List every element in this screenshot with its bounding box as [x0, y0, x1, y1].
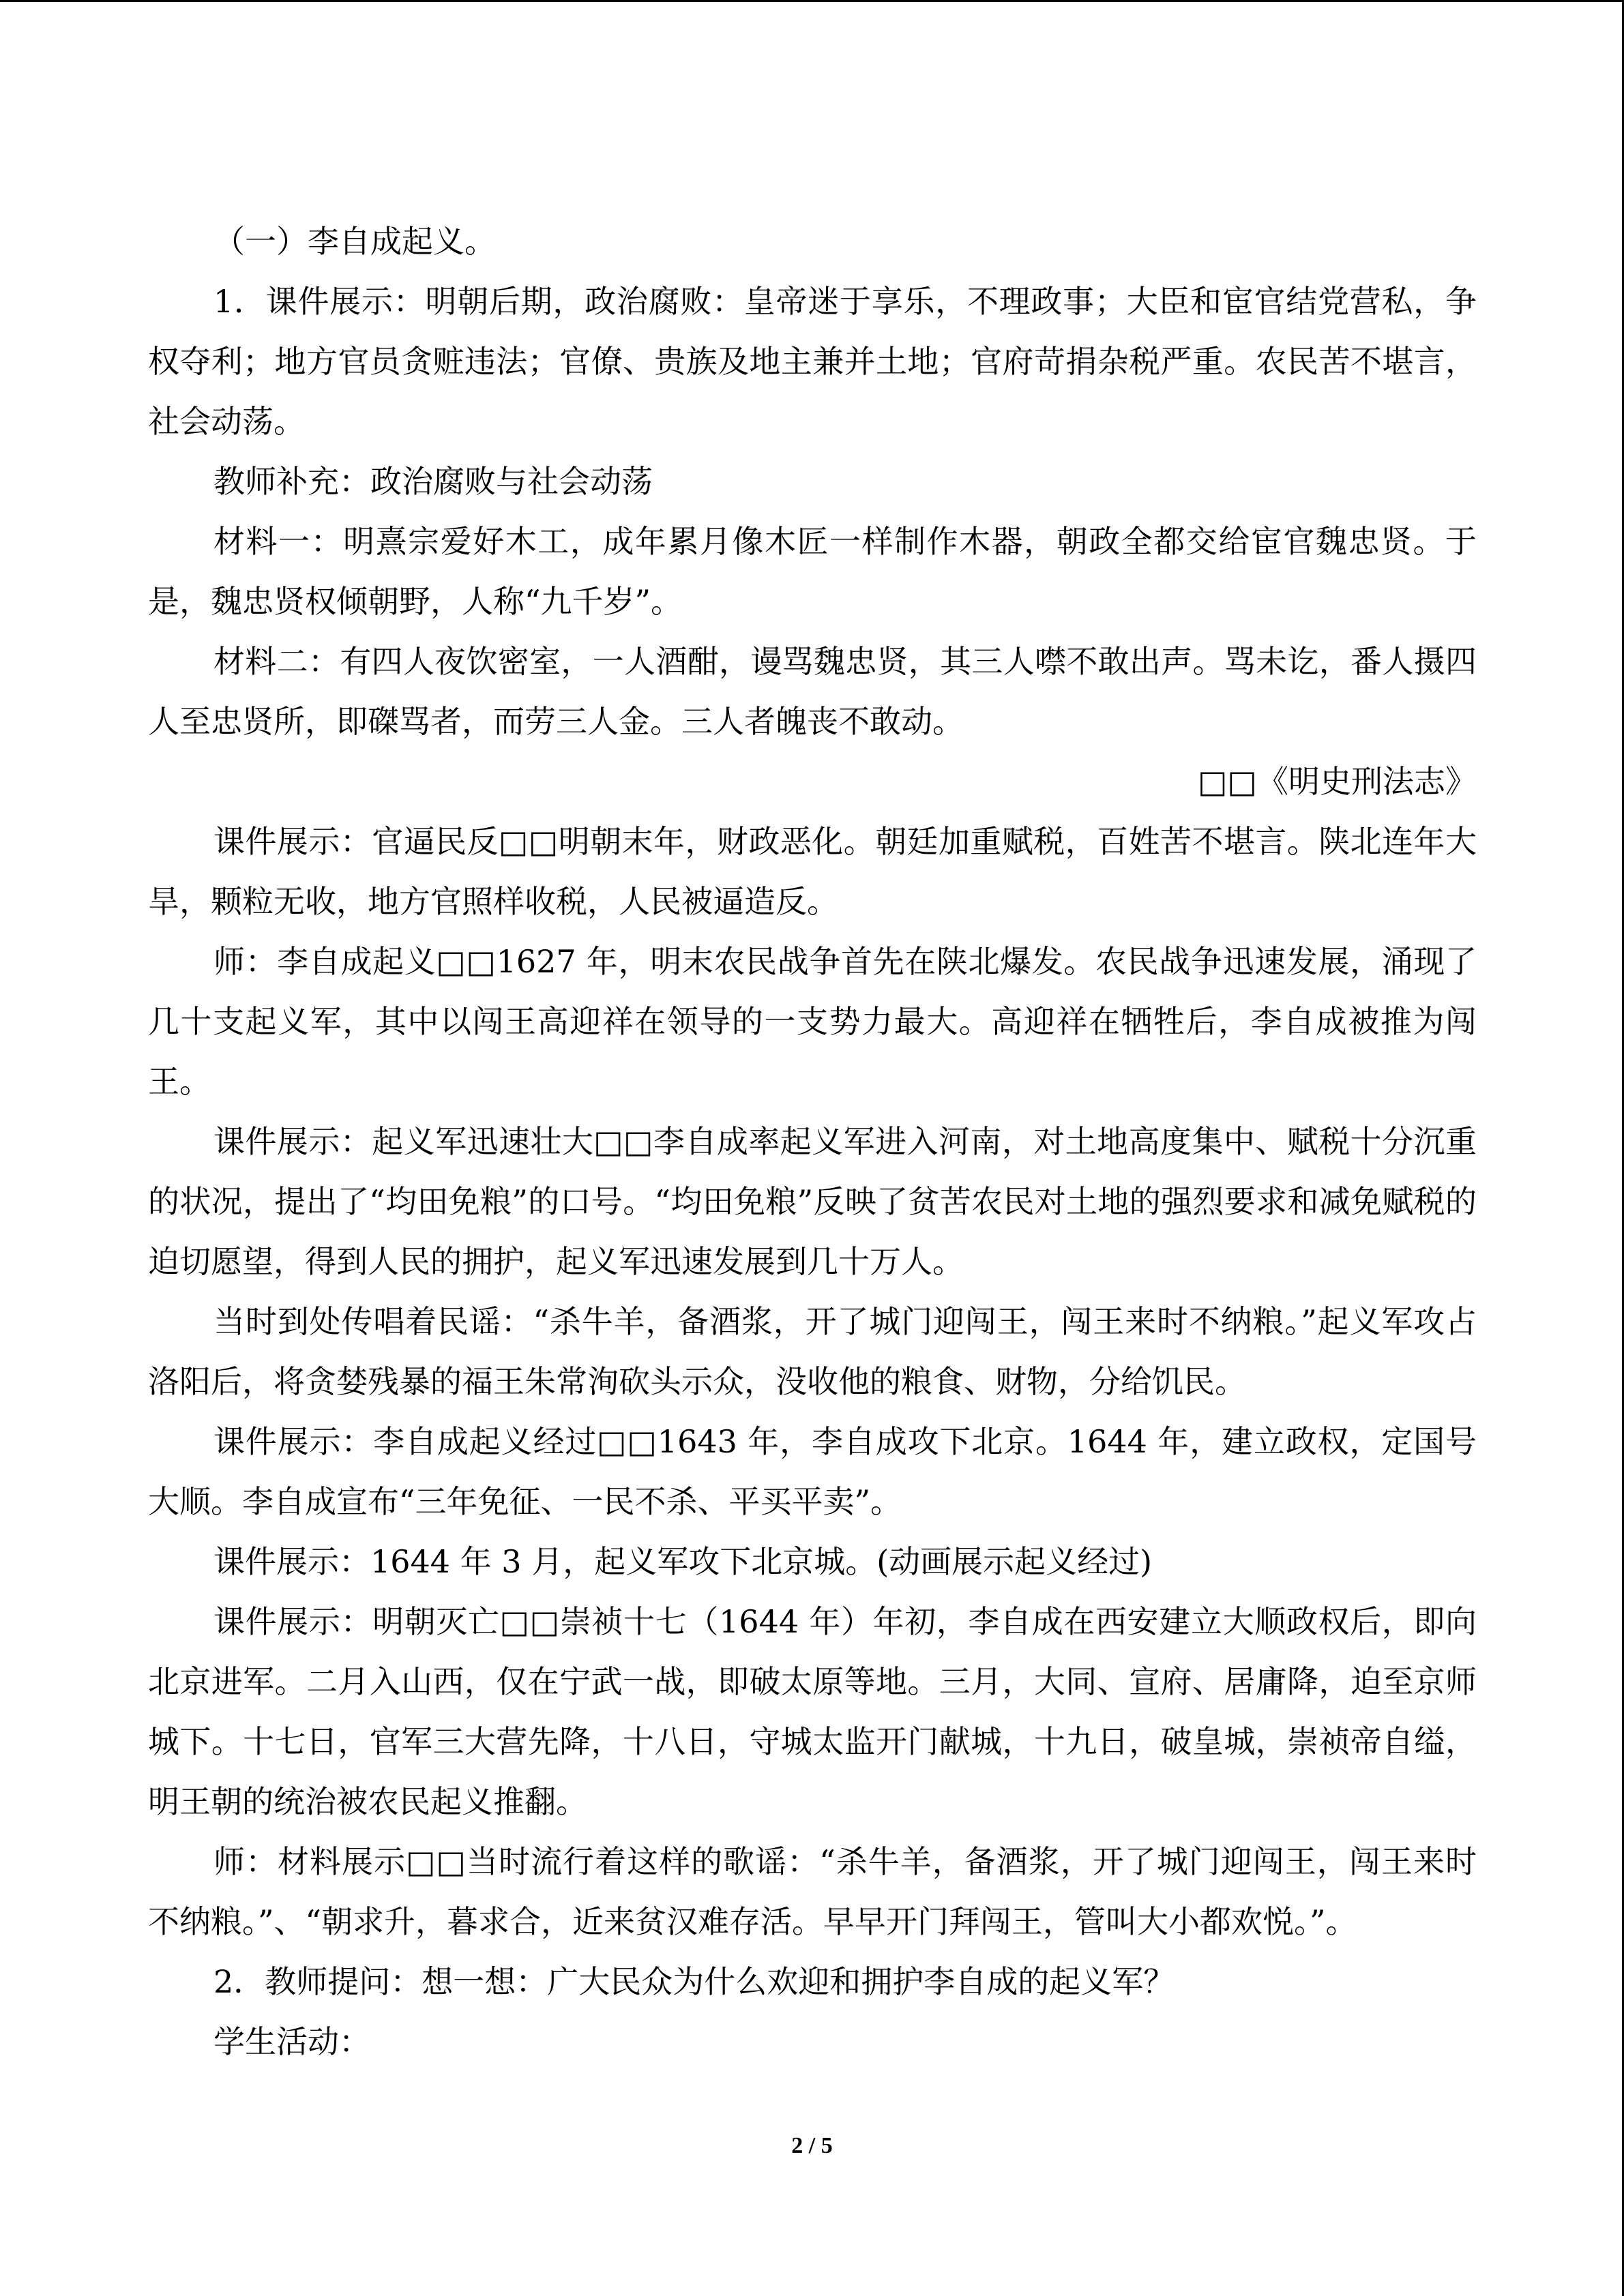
top-border-line: [0, 0, 1624, 2]
page-number: 2 / 5: [791, 2133, 833, 2158]
paragraph: 师：材料展示□□当时流行着这样的歌谣：“杀牛羊，备酒浆，开了城门迎闯王，闯王来时不纳粮。”、“朝求升，暮求合，近来贫汉难存活。早早开门拜闯王，管叫大小都欢悦。”。: [148, 1843, 1477, 1940]
teacher-question: 2．教师提问：想一想：广大民众为什么欢迎和拥护李自成的起义军？: [213, 1963, 1175, 2000]
student-activity-label: 学生活动：: [213, 2023, 370, 2060]
paragraph: 材料一：明熹宗爱好木工，成年累月像木匠一样制作木器，朝政全都交给宦官魏忠贤。于是，魏忠贤权倾朝野，人称“九千岁”。: [148, 523, 1477, 620]
source-citation: □□《明史刑法志》: [1198, 763, 1477, 800]
paragraph: 课件展示：1644 年 3 月，起义军攻下北京城。(动画展示起义经过): [213, 1543, 1153, 1580]
paragraph: 课件展示：明朝灭亡□□崇祯十七（1644 年）年初，李自成在西安建立大顺政权后，即向北京进军。二月入山西，仅在宁武一战，即破太原等地。三月，大同、宣府、居庸降，迫至京师城下。十七日，官军三大营先降，十八日，守城太监开门献城，十九日，破皇城，崇祯帝自缢，明王朝的统治被农民起义推翻。: [148, 1603, 1477, 1820]
paragraph: 材料二：有四人夜饮密室，一人酒酣，谩骂魏忠贤，其三人噤不敢出声。骂未讫，番人摄四人至忠贤所，即磔骂者，而劳三人金。三人者魄丧不敢动。: [148, 643, 1477, 740]
paragraph: 课件展示：李自成起义经过□□1643 年，李自成攻下北京。1644 年，建立政权，定国号大顺。李自成宣布“三年免征、一民不杀、平买平卖”。: [148, 1423, 1477, 1520]
document-body: [148, 211, 1477, 2072]
paragraph: 课件展示：官逼民反□□明朝末年，财政恶化。朝廷加重赋税，百姓苦不堪言。陕北连年大旱，颗粒无收，地方官照样收税，人民被逼造反。: [148, 823, 1477, 920]
paragraph: 1．课件展示：明朝后期，政治腐败：皇帝迷于享乐，不理政事；大臣和宦官结党营私，争权夺利；地方官员贪赃违法；官僚、贵族及地主兼并土地；官府苛捐杂税严重。农民苦不堪言，社会动荡。: [148, 283, 1477, 440]
paragraph: 当时到处传唱着民谣：“杀牛羊，备酒浆，开了城门迎闯王，闯王来时不纳粮。”起义军攻占洛阳后，将贪婪残暴的福王朱常洵砍头示众，没收他的粮食、财物，分给饥民。: [148, 1303, 1477, 1400]
paragraph: 教师补充：政治腐败与社会动荡: [213, 463, 653, 500]
paragraph: 师：李自成起义□□1627 年，明末农民战争首先在陕北爆发。农民战争迅速发展，涌现了几十支起义军，其中以闯王高迎祥在领导的一支势力最大。高迎祥在牺牲后，李自成被推为闯王。: [148, 943, 1477, 1100]
section-heading: （一）李自成起义。: [213, 223, 496, 260]
paragraph: 课件展示：起义军迅速壮大□□李自成率起义军进入河南，对土地高度集中、赋税十分沉重的状况，提出了“均田免粮”的口号。“均田免粮”反映了贫苦农民对土地的强烈要求和减免赋税的迫切愿望，得到人民的拥护，起义军迅速发展到几十万人。: [148, 1123, 1477, 1280]
